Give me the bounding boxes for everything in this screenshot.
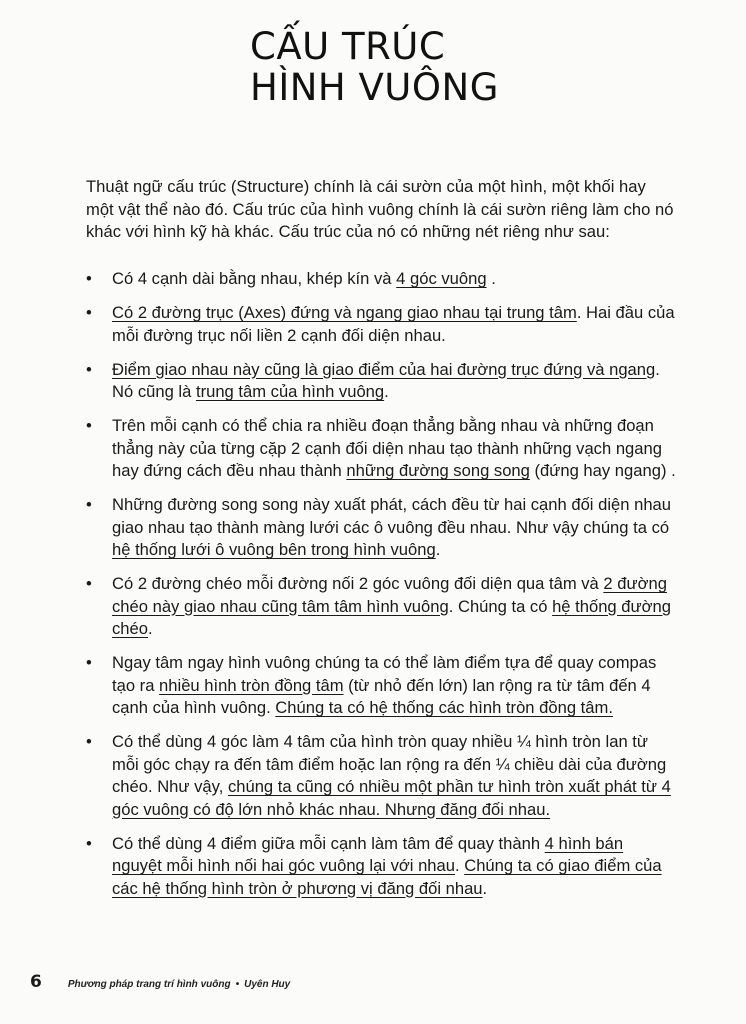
text-run: . <box>147 619 153 638</box>
underlined-text: 4 hình bán nguyệt mỗi hình nối hai góc vuông lại với nhau <box>112 833 624 875</box>
text-run: Ngay tâm ngay hình vuông chúng ta có thể làm điểm tựa để quay compas tạo ra <box>112 653 657 695</box>
text-run: . <box>454 856 465 875</box>
underlined-text: Điểm giao nhau này cũng là giao điểm của hai đường trục đứng và ngang <box>112 359 656 379</box>
underlined-text: Chúng ta có hệ thống các hình tròn đồng tâm. <box>275 698 613 717</box>
text-run: . <box>486 269 496 288</box>
underlined-text: hệ thống lưới ô vuông bên trong hình vuông <box>112 540 436 559</box>
title-line-1: CẤU TRÚC <box>250 25 446 68</box>
list-item <box>86 652 676 720</box>
list-item <box>86 359 676 404</box>
text-run: . <box>435 540 441 559</box>
text-run: Có thể dùng 4 điểm giữa mỗi cạnh làm tâm để quay thành <box>112 833 545 853</box>
text-run: Có thể dùng 4 góc làm 4 tâm của hình tròn quay nhiều ¼ hình tròn lan từ mỗi góc chạy ra đến tâm điểm hoặc lan rộng ra đến ¼ chiều dài của đường chéo. Như vậy, <box>112 732 667 796</box>
text-run: (từ nhỏ đến lớn) lan rộng ra từ tâm đến 4 cạnh của hình vuông. <box>112 675 651 717</box>
author-name: Uyên Huy <box>244 979 291 990</box>
title-line-2: HÌNH VUÔNG <box>250 66 499 109</box>
text-run: (đứng hay ngang) . <box>529 461 676 480</box>
intro-paragraph: Thuật ngữ cấu trúc (Structure) chính là cái sườn của một hình, một khối hay một vật thể nào đó. Cấu trúc của hình vuông chính là cái sườn riêng làm cho nó khác với hình kỹ hà khác. Cấu trúc của nó có những nét riêng như sau: <box>86 177 674 241</box>
underlined-text: nhiều hình tròn đồng tâm <box>159 675 344 695</box>
list-item <box>86 833 676 901</box>
list-item <box>86 494 676 562</box>
text-run: Có 4 cạnh dài bằng nhau, khép kín và <box>112 269 397 288</box>
underlined-text: Chúng ta có giao điểm của các hệ thống hình tròn ở phương vị đăng đối nhau <box>112 856 662 898</box>
underlined-text: chúng ta cũng có nhiều một phần tư hình tròn xuất phát từ 4 góc vuông có độ lớn nhỏ khác nhau. Nhưng đăng đối nhau. <box>112 777 671 819</box>
list-item <box>86 302 676 347</box>
text-run: Trên mỗi cạnh có thể chia ra nhiều đoạn thẳng bằng nhau và những đoạn thẳng này của từng cặp 2 cạnh đối diện nhau tạo thành những vạch ngang hay đứng cách đều nhau thành <box>112 416 662 480</box>
underlined-text: 4 góc vuông <box>396 269 487 288</box>
text-run: . <box>482 878 488 898</box>
text-run: Có 2 đường chéo mỗi đường nối 2 góc vuông đối diện qua tâm và <box>112 574 604 593</box>
underlined-text: 2 đường chéo này giao nhau cũng tâm tâm hình vuông <box>112 574 667 616</box>
list-item <box>86 731 676 821</box>
text-run: . Nó cũng là <box>112 359 660 401</box>
text-run: . Hai đầu của mỗi đường trục nối liền 2 cạnh đối diện nhau. <box>112 303 675 345</box>
text-run: . Chúng ta có <box>448 596 553 616</box>
underlined-text: trung tâm của hình vuông <box>195 382 385 401</box>
running-footer <box>68 979 290 990</box>
list-item <box>86 415 676 483</box>
book-title: Phương pháp trang trí hình vuông <box>67 979 231 990</box>
underlined-text: Có 2 đường trục (Axes) đứng và ngang giao nhau tại trung tâm <box>112 303 577 322</box>
list-item <box>86 573 676 641</box>
underlined-text: hệ thống đường chéo <box>112 596 671 638</box>
footer-separator: • <box>235 979 240 990</box>
list-item <box>86 268 676 291</box>
page-number: 6 <box>30 972 42 992</box>
text-run: . <box>384 382 389 401</box>
structure-list <box>86 268 676 912</box>
page-footer <box>30 972 290 992</box>
text-run: Những đường song song này xuất phát, cách đều từ hai cạnh đối diện nhau giao nhau tạo thành màng lưới các ô vuông đều nhau. Như vậy chúng ta có <box>112 495 672 537</box>
underlined-text: những đường song song <box>346 461 530 480</box>
page-title <box>250 26 499 108</box>
